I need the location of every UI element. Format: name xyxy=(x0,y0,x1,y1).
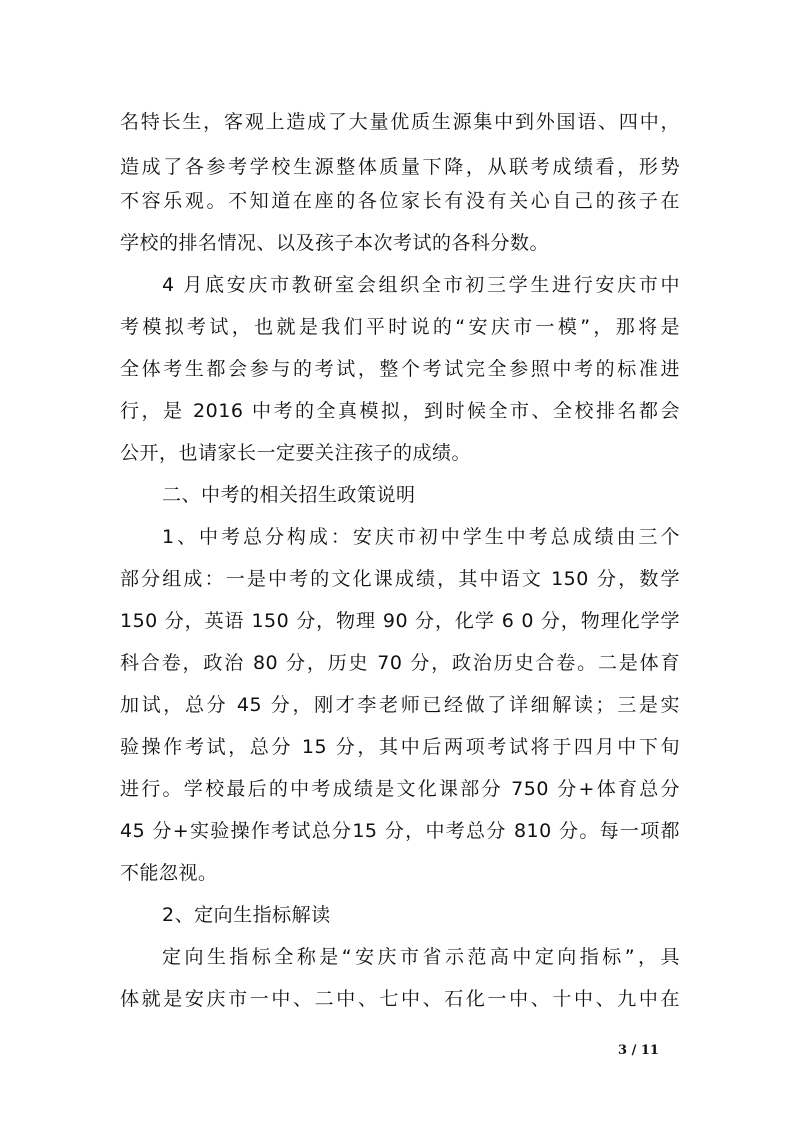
paragraph-line: 行，是 2016 中考的全真模拟，到时候全市、全校排名都会 xyxy=(120,400,680,422)
paragraph-line: 科合卷，政治 80 分，历史 70 分，政治历史合卷。二是体育 xyxy=(120,652,680,674)
paragraph-line: 全体考生都会参与的考试，整个考试完全参照中考的标准进 xyxy=(120,358,680,380)
paragraph-line: 4 月底安庆市教研室会组织全市初三学生进行安庆市中 xyxy=(162,274,680,296)
paragraph-line: 名特长生，客观上造成了大量优质生源集中到外国语、四中， xyxy=(120,111,680,133)
section-heading: 二、中考的相关招生政策说明 xyxy=(162,484,416,506)
paragraph-line: 不能忽视。 xyxy=(120,862,218,884)
paragraph-line: 150 分，英语 150 分，物理 90 分，化学 6 0 分，物理化学学 xyxy=(120,610,680,632)
page-number: 3 / 11 xyxy=(618,1043,659,1058)
paragraph-line: 体就是安庆市一中、二中、七中、石化一中、十中、九中在 xyxy=(120,988,680,1010)
paragraph-line: 公开，也请家长一定要关注孩子的成绩。 xyxy=(120,442,472,464)
paragraph-line: 加试，总分 45 分，刚才李老师已经做了详细解读；三是实 xyxy=(120,694,680,716)
paragraph-line: 不容乐观。不知道在座的各位家长有没有关心自己的孩子在 xyxy=(120,190,680,212)
paragraph-line: 造成了各参考学校生源整体质量下降，从联考成绩看，形势 xyxy=(120,156,680,178)
paragraph-line: 部分组成：一是中考的文化课成绩，其中语文 150 分，数学 xyxy=(120,568,680,590)
paragraph-line: 考模拟考试，也就是我们平时说的“安庆市一模”，那将是 xyxy=(120,316,680,338)
paragraph-line: 定向生指标全称是“安庆市省示范高中定向指标”，具 xyxy=(162,946,680,968)
paragraph-line: 进行。学校最后的中考成绩是文化课部分 750 分+体育总分 xyxy=(120,778,680,800)
paragraph-line: 45 分+实验操作考试总分15 分，中考总分 810 分。每一项都 xyxy=(120,820,680,842)
subsection-heading: 2、定向生指标解读 xyxy=(162,904,331,926)
paragraph-line: 学校的排名情况、以及孩子本次考试的各科分数。 xyxy=(120,232,550,254)
paragraph-line: 1、中考总分构成：安庆市初中学生中考总成绩由三个 xyxy=(162,526,680,548)
paragraph-line: 验操作考试，总分 15 分，其中后两项考试将于四月中下旬 xyxy=(120,736,680,758)
